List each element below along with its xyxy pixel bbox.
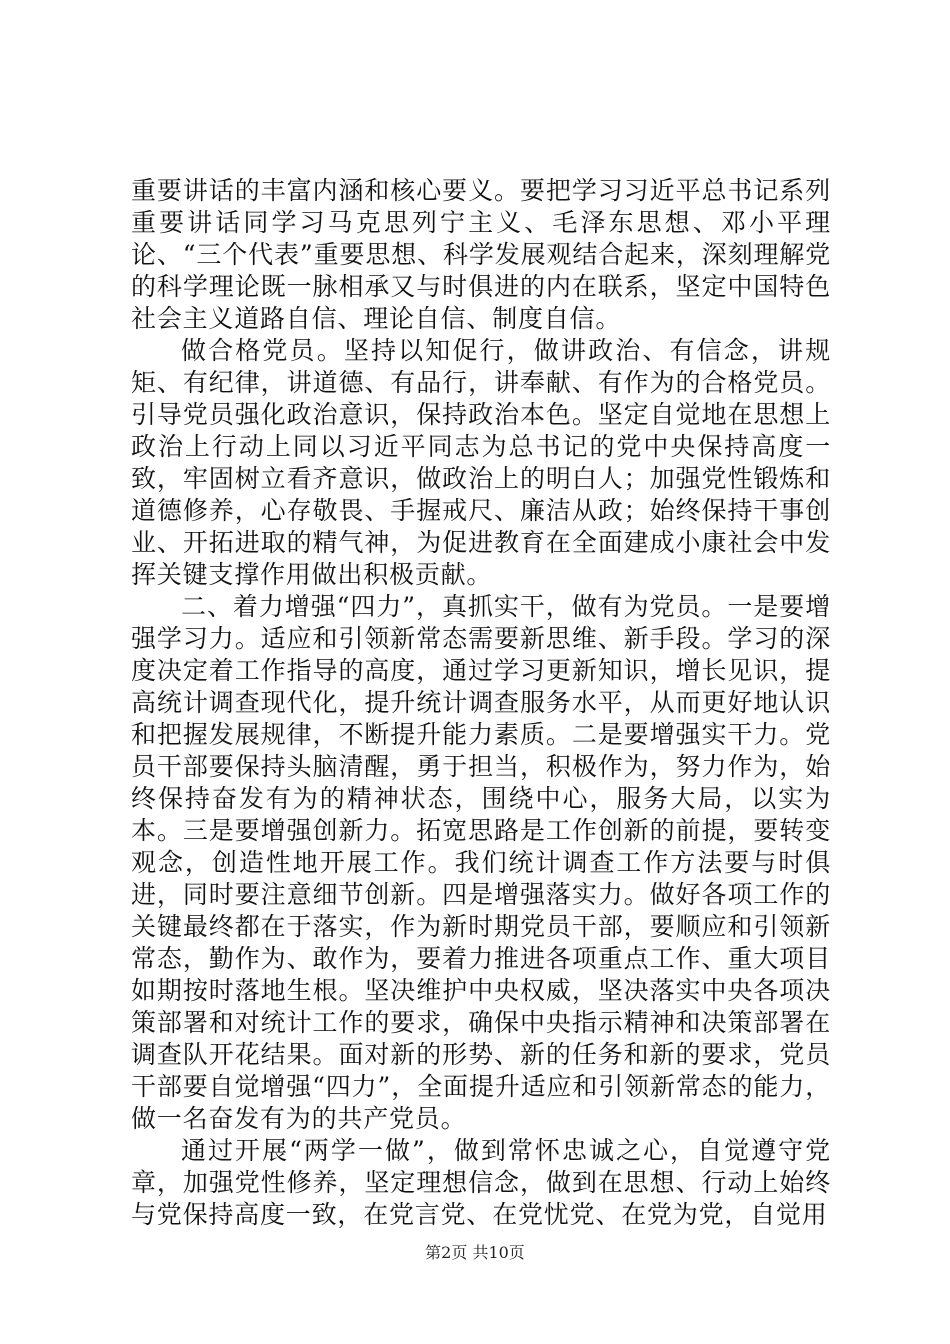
paragraph-2: 做合格党员。坚持以知促行，做讲政治、有信念，讲规矩、有纪律，讲道德、有品行，讲奉献、有作为的合格党员。引导党员强化政治意识，保持政治本色。坚定自觉地在思想上政治上行动上同以习近平同志为总书记的党中央保持高度一致，牢固树立看齐意识，做政治上的明白人；加强党性锻炼和道德修养，心存敬畏、手握戒尺、廉洁从政；始终保持干事创业、开拓进取的精气神，为促进教育在全面建成小康社会中发挥关键支撑作用做出积极贡献。 xyxy=(131,336,831,589)
page-number-footer: 第2页 共10页 xyxy=(425,1243,525,1262)
document-body xyxy=(131,175,831,1231)
paragraph-3: 二、着力增强“四力”，真抓实干，做有为党员。一是要增强学习力。适应和引领新常态需要新思维、新手段。学习的深度决定着工作指导的高度，通过学习更新知识，增长见识，提高统计调查现代化，提升统计调查服务水平，从而更好地认识和把握发展规律，不断提升能力素质。二是要增强实干力。党员干部要保持头脑清醒，勇于担当，积极作为，努力作为，始终保持奋发有为的精神状态，围绕中心，服务大局，以实为本。三是要增强创新力。拓宽思路是工作创新的前提，要转变观念，创造性地开展工作。我们统计调查工作方法要与时俱进，同时要注意细节创新。四是增强落实力。做好各项工作的关键最终都在于落实，作为新时期党员干部，要顺应和引领新常态，勤作为、敢作为，要着力推进各项重点工作、重大项目如期按时落地生根。坚决维护中央权威，坚决落实中央各项决策部署和对统计工作的要求，确保中央指示精神和决策部署在调查队开花结果。面对新的形势、新的任务和新的要求，党员干部要自觉增强“四力”，全面提升适应和引领新常态的能力，做一名奋发有为的共产党员。 xyxy=(131,592,831,1133)
paragraph-4: 通过开展“两学一做”，做到常怀忠诚之心，自觉遵守党章，加强党性修养，坚定理想信念，做到在思想、行动上始终与党保持高度一致，在党言党、在党忧党、在党为党，自觉用 xyxy=(131,1136,831,1229)
paragraph-1: 重要讲话的丰富内涵和核心要义。要把学习习近平总书记系列重要讲话同学习马克思列宁主义、毛泽东思想、邓小平理论、“三个代表”重要思想、科学发展观结合起来，深刻理解党的科学理论既一脉相承又与时俱进的内在联系，坚定中国特色社会主义道路自信、理论自信、制度自信。 xyxy=(131,176,831,333)
